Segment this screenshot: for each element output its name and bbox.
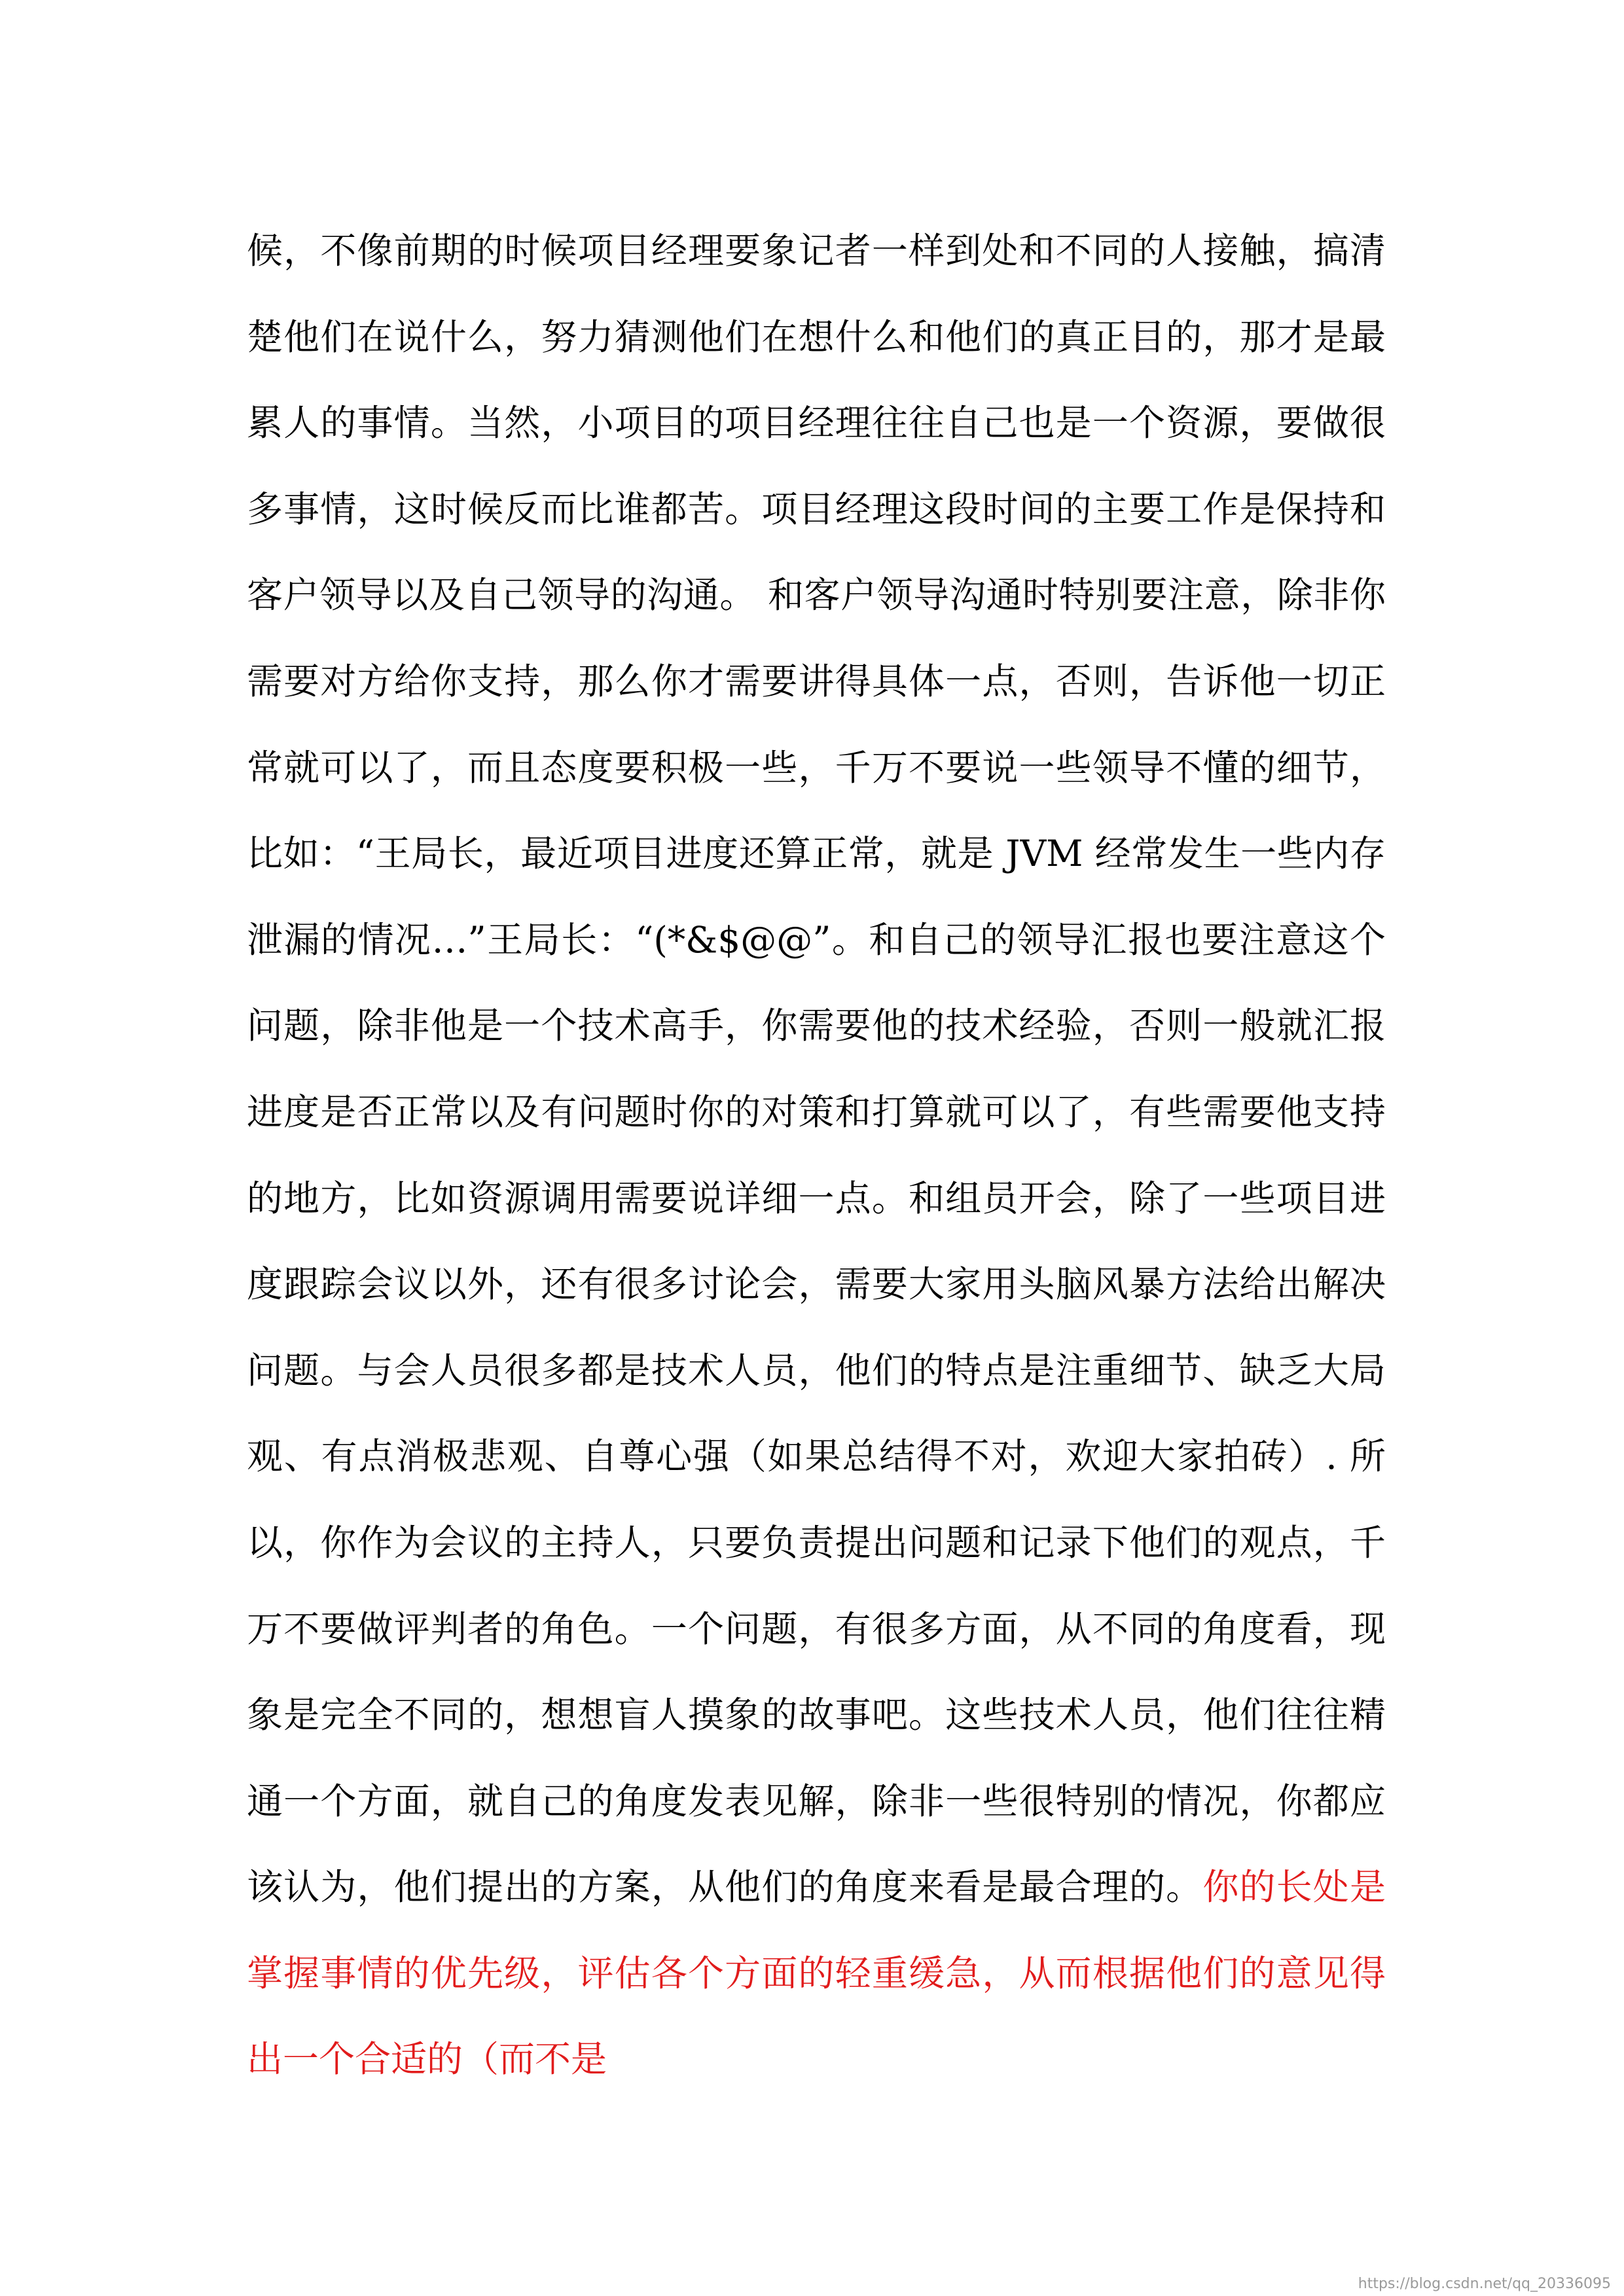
- watermark-url: https://blog.csdn.net/qq_20336095: [1358, 2276, 1611, 2292]
- highlighted-text: 你的长处是掌握事情的优先级，评估各个方面的轻重缓急，从而根据他们的意见得出一个合适的（而不是: [247, 1866, 1386, 2081]
- body-paragraph: [247, 208, 1386, 2103]
- body-text: 候，不像前期的时候项目经理要象记者一样到处和不同的人接触，搞清楚他们在说什么，努力猜测他们在想什么和他们的真正目的，那才是最累人的事情。当然，小项目的项目经理往往自己也是一个资源，要做很多事情，这时候反而比谁都苦。项目经理这段时间的主要工作是保持和客户领导以及自己领导的沟通。 和客户领导沟通时特别要注意，除非你需要对方给你支持，那么你才需要讲得具体一点，否则，告诉他一切正常就可以了，而且态度要积极一些，千万不要说一些领导不懂的细节，比如：“王局长，最近项目进度还算正常，就是 JVM 经常发生一些内存泄漏的情况…”王局长：“(*&$@@”。和自己的领导汇报也要注意这个问题，除非他是一个技术高手，你需要他的技术经验，否则一般就汇报进度是否正常以及有问题时你的对策和打算就可以了，有些需要他支持的地方，比如资源调用需要说详细一点。和组员开会，除了一些项目进度跟踪会议以外，还有很多讨论会，需要大家用头脑风暴方法给出解决问题。与会人员很多都是技术人员，他们的特点是注重细节、缺乏大局观、有点消极悲观、自尊心强（如果总结得不对，欢迎大家拍砖）. 所以，你作为会议的主持人，只要负责提出问题和记录下他们的观点，千万不要做评判者的角色。一个问题，有很多方面，从不同的角度看，现象是完全不同的，想想盲人摸象的故事吧。这些技术人员，他们往往精通一个方面，就自己的角度发表见解，除非一些很特别的情况，你都应该认为，他们提出的方案，从他们的角度来看是最合理的。: [247, 230, 1386, 1909]
